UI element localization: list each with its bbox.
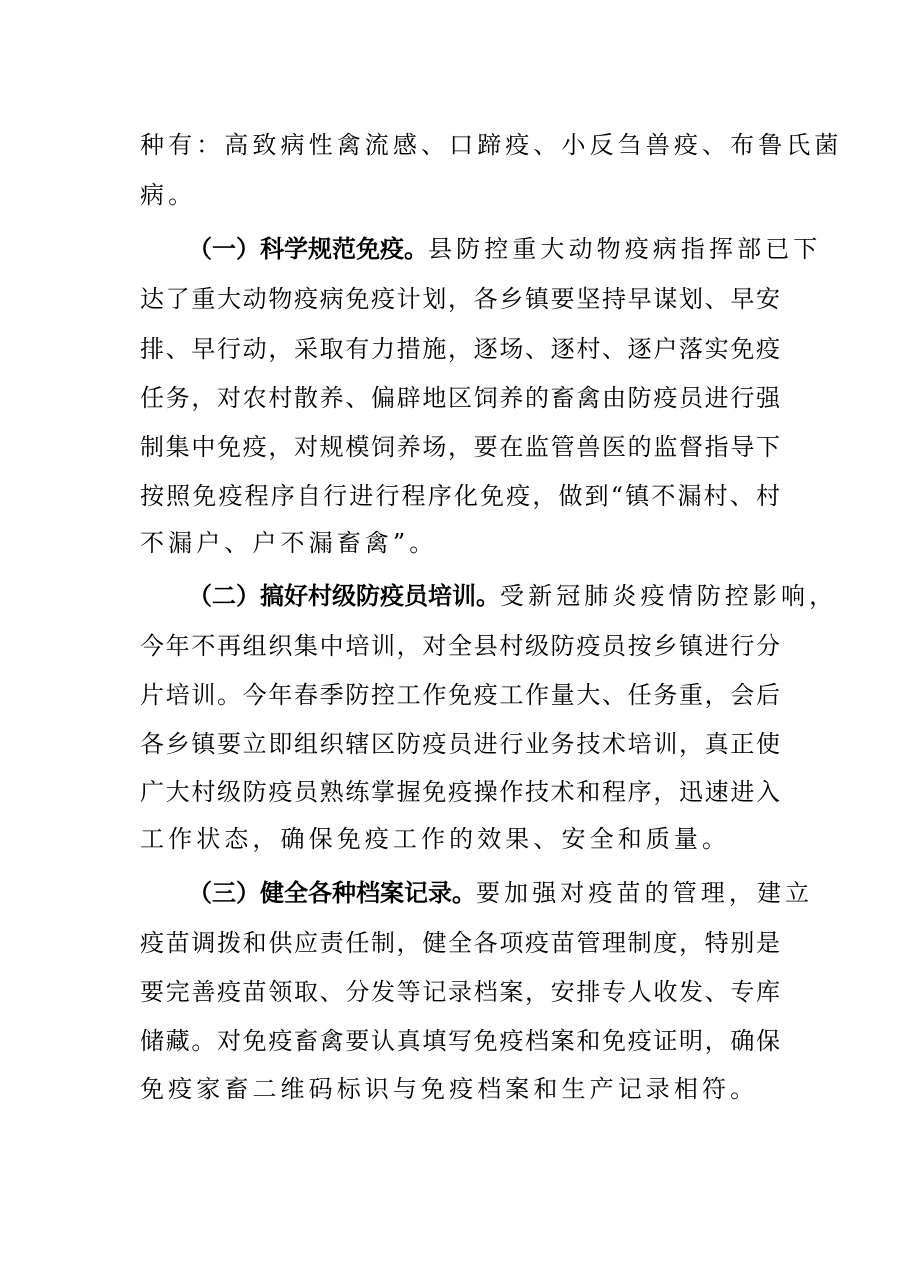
section-heading: （二）搞好村级防疫员培训。 — [188, 582, 500, 610]
body-text-line: 疫苗调拨和供应责任制，健全各项疫苗管理制度，特别是 — [140, 929, 780, 957]
body-text-line: 片培训。今年春季防控工作免疫工作量大、任务重，会后 — [140, 681, 780, 709]
body-text-line: 病。 — [140, 181, 197, 209]
body-text-line: 制集中免疫，对规模饲养场，要在监管兽医的监督指导下 — [140, 433, 780, 461]
body-text-line: 储藏。对免疫畜禽要认真填写免疫档案和免疫证明，确保 — [140, 1027, 780, 1055]
section-heading: （三）健全各种档案记录。 — [188, 879, 476, 907]
body-text-line: 按照免疫程序自行进行程序化免疫，做到“镇不漏村、村 — [140, 482, 780, 510]
body-text-line: 达了重大动物疫病免疫计划，各乡镇要坚持早谋划、早安 — [140, 285, 780, 313]
section-lead-text: 受新冠肺炎疫情防控影响， — [500, 582, 838, 610]
section-first-line — [188, 878, 814, 908]
section-first-line — [188, 581, 838, 611]
section-heading: （一）科学规范免疫。 — [188, 235, 428, 263]
section-first-line — [188, 234, 822, 264]
body-text-line: 任务，对农村散养、偏辟地区饲养的畜禽由防疫员进行强 — [140, 384, 780, 412]
body-text-line: 免疫家畜二维码标识与免疫档案和生产记录相符。 — [140, 1075, 759, 1103]
body-text-line: 今年不再组织集中培训，对全县村级防疫员按乡镇进行分 — [140, 632, 780, 660]
body-text-line: 广大村级防疫员熟练掌握免疫操作技术和程序，迅速进入 — [140, 778, 780, 806]
body-text-line: 排、早行动，采取有力措施，逐场、逐村、逐户落实免疫 — [140, 335, 780, 363]
body-text-line: 不漏户、户不漏畜禽”。 — [140, 529, 438, 557]
section-lead-text: 县防控重大动物疫病指挥部已下 — [428, 235, 822, 263]
body-text-line: 种有：高致病性禽流感、口蹄疫、小反刍兽疫、布鲁氏菌 — [140, 131, 843, 159]
body-text-line: 工作状态，确保免疫工作的效果、安全和质量。 — [140, 825, 731, 853]
body-text-line: 要完善疫苗领取、分发等记录档案，安排专人收发、专库 — [140, 978, 780, 1006]
section-lead-text: 要加强对疫苗的管理，建立 — [476, 879, 814, 907]
body-text-line: 各乡镇要立即组织辖区防疫员进行业务技术培训，真正使 — [140, 730, 780, 758]
